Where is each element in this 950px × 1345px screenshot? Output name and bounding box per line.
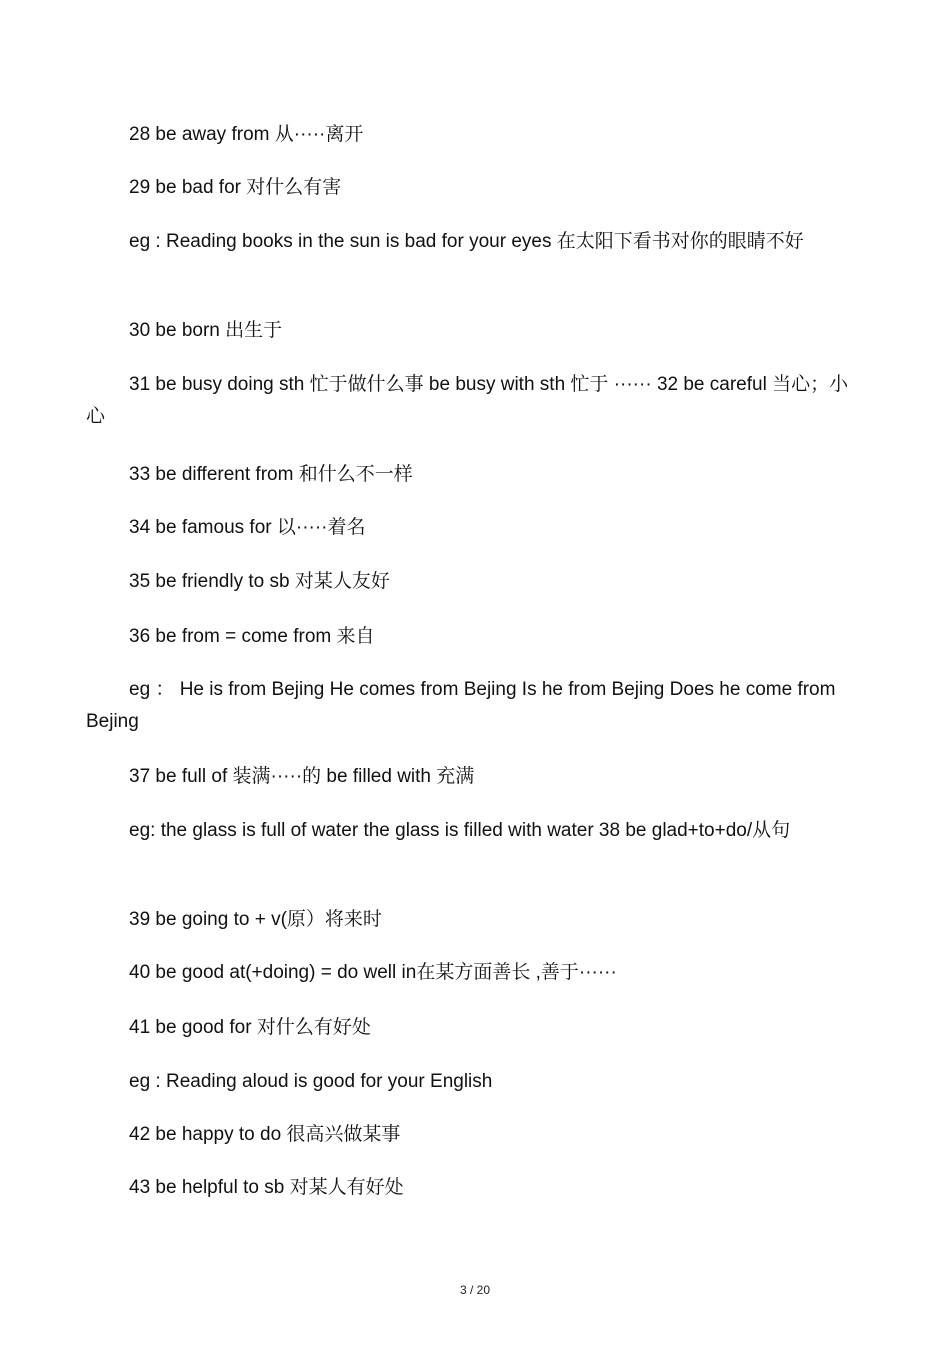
example-41: eg : Reading aloud is good for your English	[129, 1071, 493, 1092]
entry-40: 40 be good at(+doing) = do well in在某方面善长 ,善于······	[129, 962, 617, 983]
example-37-entry-38: eg: the glass is full of water the glass is filled with water 38 be glad+to+do/从句	[129, 820, 791, 841]
entry-36: 36 be from = come from 来自	[129, 626, 375, 647]
entry-42: 42 be happy to do 很高兴做某事	[129, 1124, 401, 1145]
entry-33: 33 be different from 和什么不一样	[129, 464, 413, 485]
entry-39: 39 be going to + v(原）将来时	[129, 909, 382, 930]
example-36: eg ： He is from Bejing He comes from Bejing Is he from Bejing Does he come from Bejing	[86, 679, 836, 732]
entry-34: 34 be famous for 以·····着名	[129, 517, 366, 538]
entry-28: 28 be away from 从·····离开	[129, 124, 364, 145]
entry-30: 30 be born 出生于	[129, 320, 283, 341]
example-29: eg : Reading books in the sun is bad for your eyes 在太阳下看书对你的眼睛不好	[129, 231, 804, 252]
entry-31-32: 31 be busy doing sth 忙于做什么事 be busy with sth 忙于 ······ 32 be careful 当心；小心	[86, 374, 849, 427]
entry-41: 41 be good for 对什么有好处	[129, 1017, 371, 1038]
entry-29: 29 be bad for 对什么有害	[129, 177, 342, 198]
entry-43: 43 be helpful to sb 对某人有好处	[129, 1177, 404, 1198]
entry-37: 37 be full of 装满·····的 be filled with 充满	[129, 766, 475, 787]
page-number: 3 / 20	[459, 1283, 491, 1297]
entry-35: 35 be friendly to sb 对某人友好	[129, 571, 390, 592]
